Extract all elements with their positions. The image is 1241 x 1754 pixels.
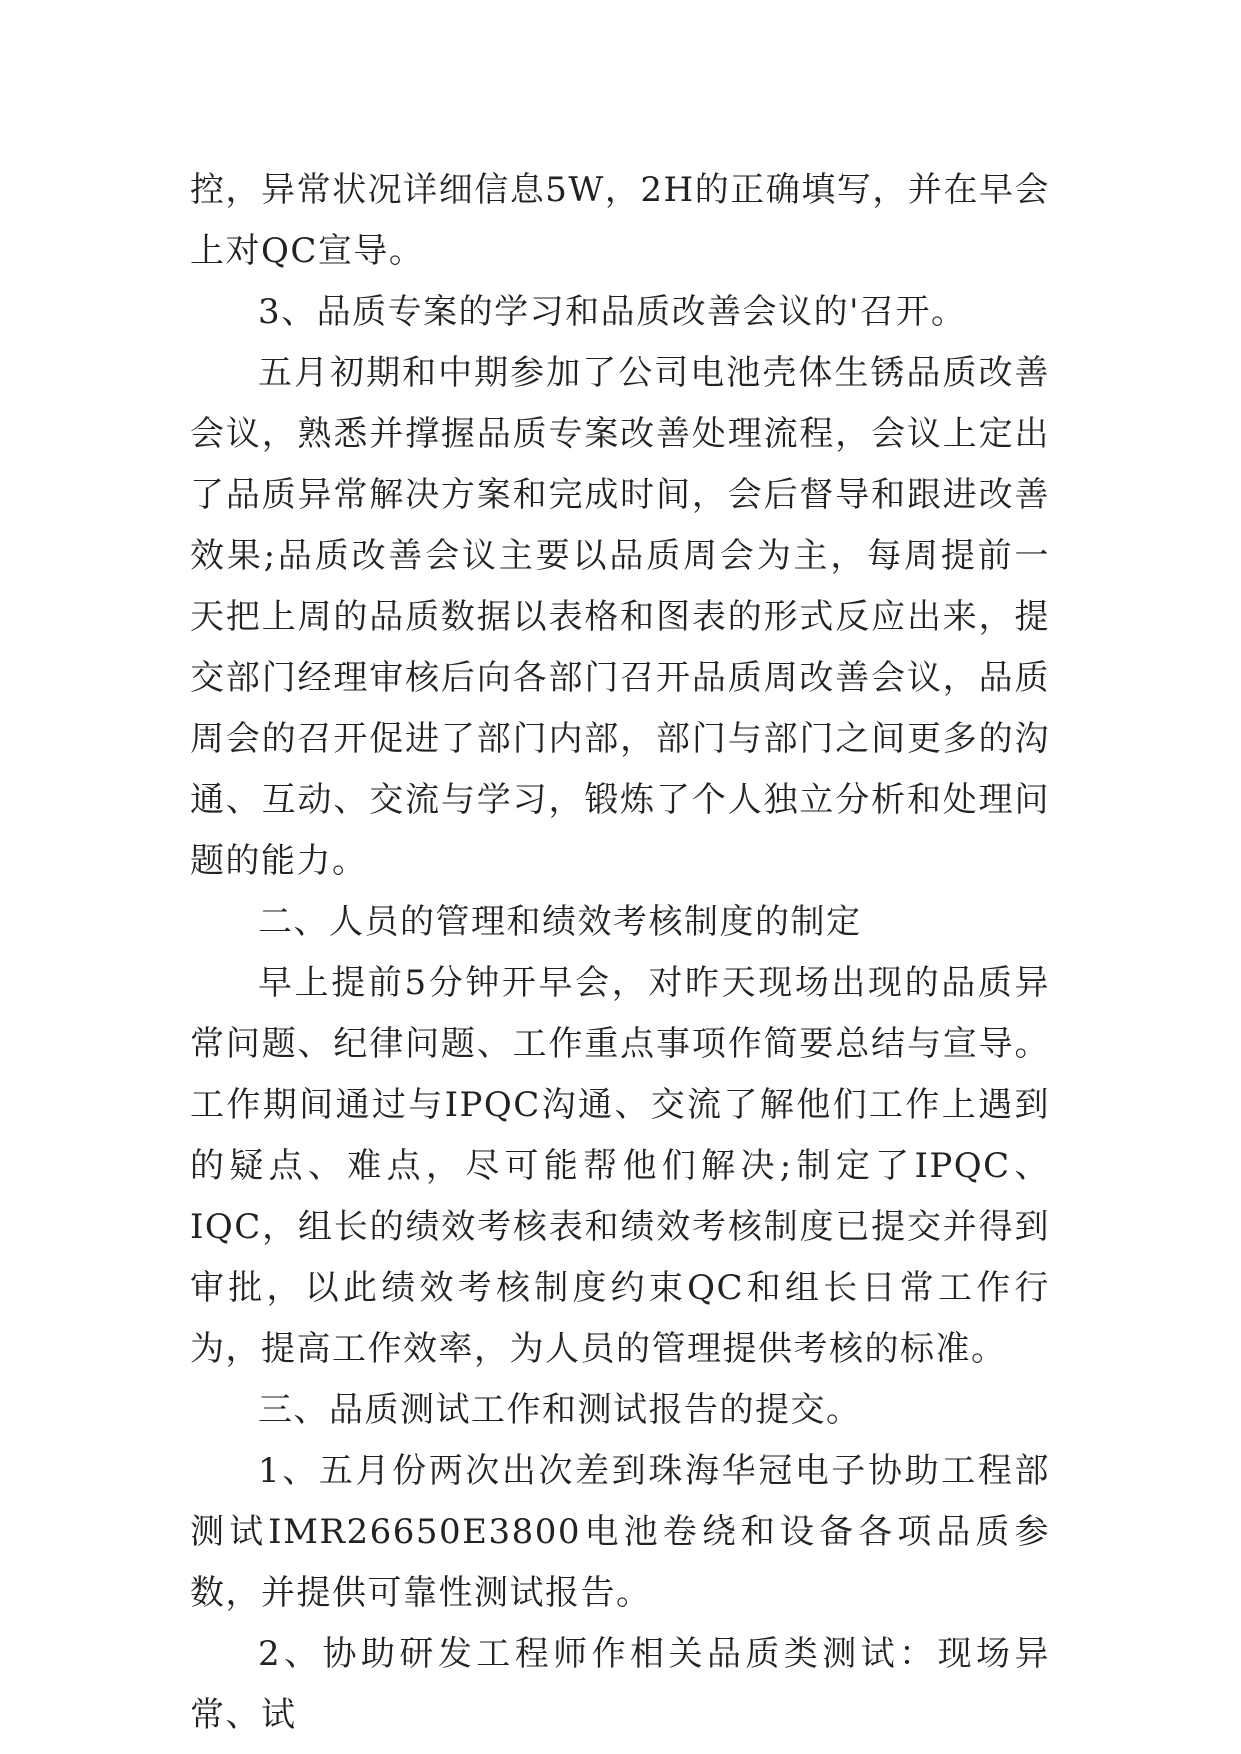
section-heading-personnel: 二、人员的管理和绩效考核制度的制定 [258, 902, 862, 942]
section-heading-testing: 三、品质测试工作和测试报告的提交。 [258, 1390, 862, 1430]
paragraph-item-3-heading: 3、品质专案的学习和品质改善会议的'召开。 [258, 292, 967, 332]
paragraph-item-2-testing: 2、协助研发工程师作相关品质类测试：现场异常、试 [190, 1634, 1050, 1735]
paragraph-continuation: 控，异常状况详细信息5W，2H的正确填写，并在早会上对QC宣导。 [190, 170, 1050, 271]
paragraph-quality-meeting: 五月初期和中期参加了公司电池壳体生锈品质改善会议，熟悉并撑握品质专案改善处理流程，会议上定出了品质异常解决方案和完成时间，会后督导和跟进改善效果;品质改善会议主要以品质周会为主，每周提前一天把上周的品质数据以表格和图表的形式反应出来，提交部门经理审核后向各部门召开品质周改善会议，品质周会的召开促进了部门内部，部门与部门之间更多的沟通、互动、交流与学习，锻炼了个人独立分析和处理问题的能力。 [190, 353, 1050, 881]
paragraph-item-1-testing: 1、五月份两次出次差到珠海华冠电子协助工程部测试IMR26650E3800电池卷绕和设备各项品质参数，并提供可靠性测试报告。 [190, 1451, 1050, 1613]
document-body [190, 160, 1050, 1746]
paragraph-morning-meeting: 早上提前5分钟开早会，对昨天现场出现的品质异常问题、纪律问题、工作重点事项作简要总结与宣导。工作期间通过与IPQC沟通、交流了解他们工作上遇到的疑点、难点，尽可能帮他们解决;制定了IPQC、IQC，组长的绩效考核表和绩效考核制度已提交并得到审批，以此绩效考核制度约束QC和组长日常工作行为，提高工作效率，为人员的管理提供考核的标准。 [190, 963, 1050, 1369]
